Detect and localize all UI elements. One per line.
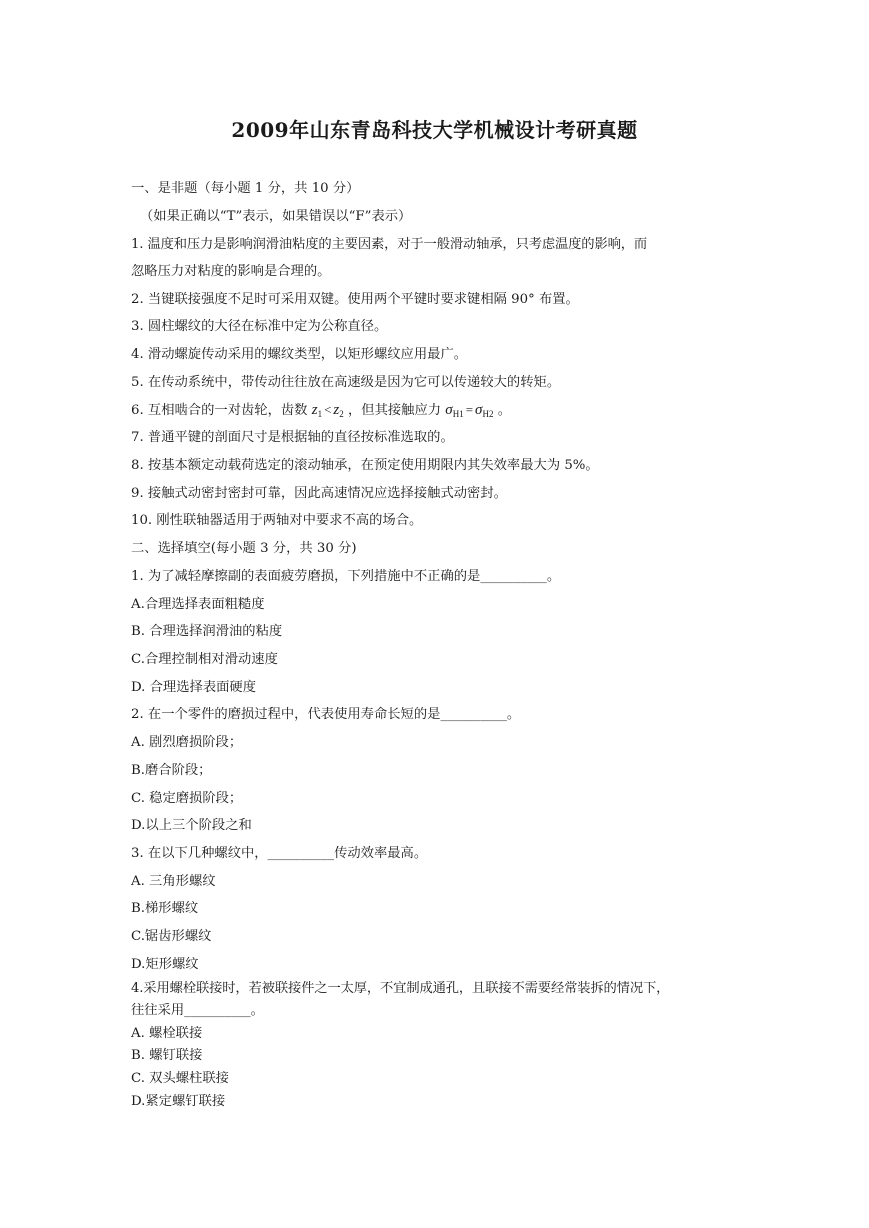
- page-title: 2009年山东青岛科技大学机械设计考研真题: [231, 118, 638, 142]
- s2-q4-option-b: B. 螺钉联接: [131, 1048, 203, 1063]
- s1-question-6: [131, 401, 511, 423]
- q6-stress-formula: $\sigma_{H1} = \sigma_{H2}$: [445, 402, 494, 419]
- q6-middle: ，但其接触应力: [347, 403, 442, 418]
- s1-question-8: 8. 按基本额定动载荷选定的滚动轴承，在预定使用期限内其失效率最大为 5%。: [131, 458, 599, 473]
- q6-prefix: 6. 互相啮合的一对齿轮，齿数: [131, 403, 308, 418]
- s2-q4-option-c: C. 双头螺柱联接: [131, 1071, 229, 1086]
- s2-question-3: 3. 在以下几种螺纹中，__________传动效率最高。: [131, 846, 428, 861]
- section2-heading: 二、选择填空(每小题 3 分，共 30 分): [131, 541, 357, 556]
- s1-question-1-line2: 忽略压力对粘度的影响是合理的。: [131, 264, 331, 279]
- q6-suffix: 。: [497, 403, 511, 418]
- s2-q2-option-a: A. 剧烈磨损阶段；: [131, 735, 243, 750]
- s1-question-1-line1: 1. 温度和压力是影响润滑油粘度的主要因素，对于一般滑动轴承，只考虑温度的影响，而: [131, 237, 648, 252]
- s2-question-4-line1: 4.采用螺栓联接时，若被联接件之一太厚，不宜制成通孔，且联接不需要经常装拆的情况下，: [131, 981, 670, 996]
- s1-question-2: 2. 当键联接强度不足时可采用双键。使用两个平键时要求键相隔 90° 布置。: [131, 292, 579, 307]
- s2-q2-option-d: D.以上三个阶段之和: [131, 818, 252, 833]
- section1-heading: 一、是非题（每小题 1 分，共 10 分）: [131, 181, 360, 196]
- s2-q2-option-c: C. 稳定磨损阶段；: [131, 791, 243, 806]
- section1-note: （如果正确以“T”表示，如果错误以“F”表示）: [140, 209, 412, 224]
- s2-q1-option-a: A.合理选择表面粗糙度: [131, 597, 265, 612]
- s1-question-10: 10. 刚性联轴器适用于两轴对中要求不高的场合。: [131, 513, 423, 528]
- s2-q2-option-b: B.磨合阶段；: [131, 763, 212, 778]
- s1-question-9: 9. 接触式动密封密封可靠，因此高速情况应选择接触式动密封。: [131, 486, 507, 501]
- q6-teeth-formula: $z_1 < z_2$: [311, 402, 344, 419]
- s1-question-4: 4. 滑动螺旋传动采用的螺纹类型，以矩形螺纹应用最广。: [131, 347, 468, 362]
- s2-q3-option-b: B.梯形螺纹: [131, 901, 199, 916]
- s2-q1-option-c: C.合理控制相对滑动速度: [131, 652, 278, 667]
- s2-question-2: 2. 在一个零件的磨损过程中，代表使用寿命长短的是__________。: [131, 707, 521, 722]
- s2-question-1: 1. 为了减轻摩擦副的表面疲劳磨损，下列措施中不正确的是__________。: [131, 569, 561, 584]
- s1-question-3: 3. 圆柱螺纹的大径在标准中定为公称直径。: [131, 319, 388, 334]
- s2-q1-option-d: D. 合理选择表面硬度: [131, 680, 257, 695]
- s2-q3-option-d: D.矩形螺纹: [131, 957, 199, 972]
- s1-question-5: 5. 在传动系统中，带传动往往放在高速级是因为它可以传递较大的转矩。: [131, 375, 561, 390]
- s2-q4-option-d: D.紧定螺钉联接: [131, 1094, 226, 1109]
- s2-q3-option-a: A. 三角形螺纹: [131, 874, 216, 889]
- s2-q1-option-b: B. 合理选择润滑油的粘度: [131, 624, 283, 639]
- s2-q4-option-a: A. 螺栓联接: [131, 1026, 203, 1041]
- s2-question-4-line2: 往往采用__________。: [131, 1003, 264, 1018]
- s1-question-7: 7. 普通平键的剖面尺寸是根据轴的直径按标准选取的。: [131, 430, 454, 445]
- s2-q3-option-c: C.锯齿形螺纹: [131, 929, 212, 944]
